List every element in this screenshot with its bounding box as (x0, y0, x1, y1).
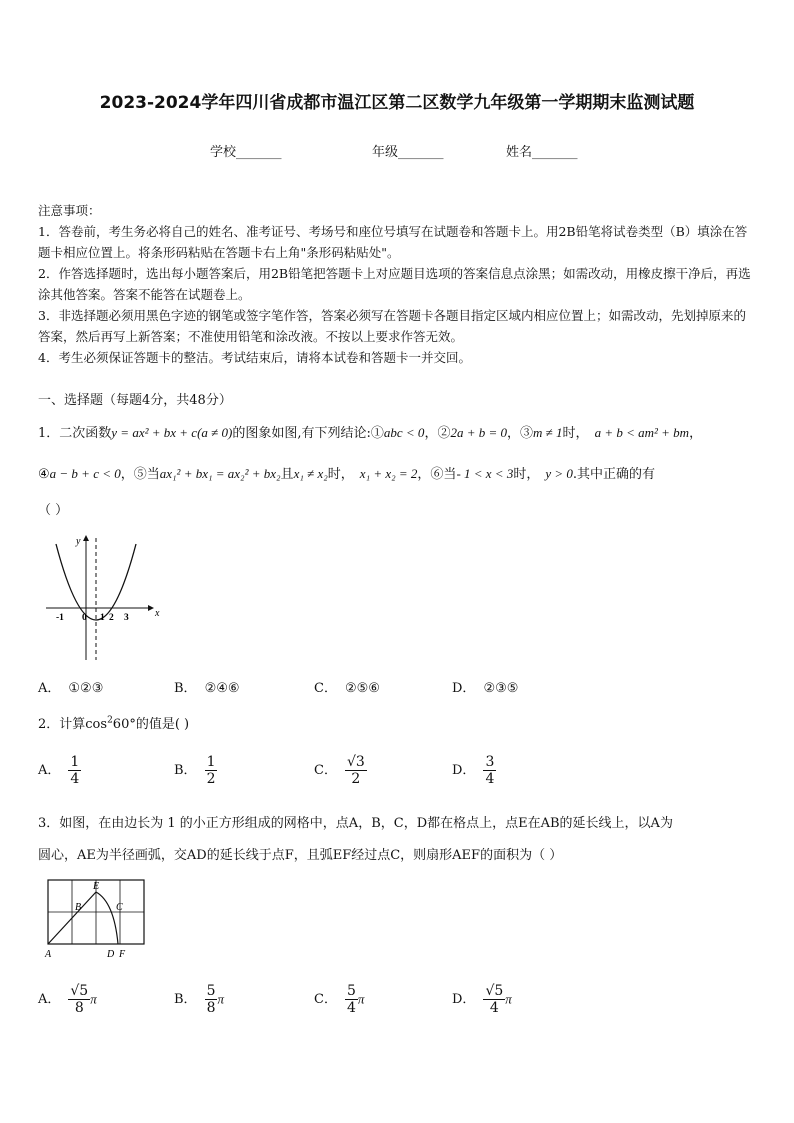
question-1-line-1 (38, 422, 702, 441)
option-label: C． (314, 681, 337, 696)
grid-figure (40, 876, 152, 960)
pi-symbol: π (357, 991, 365, 1007)
notice-item: 2．作答选择题时，选出每小题答案后，用2B铅笔把答题卡上对应题目选项的答案信息点涂黑；如需改动，用橡皮擦干净后，再选涂其他答案。答案不能答在试题卷上。 (38, 266, 751, 302)
denominator: 2 (206, 771, 216, 787)
numerator: 5 (346, 983, 356, 999)
q1-conclusion-5-result: x₁ + x₂ = 2 (359, 466, 418, 481)
notice-block (38, 200, 758, 368)
fraction (205, 754, 218, 787)
q2-text: 2．计算cos (38, 717, 108, 732)
denominator: 8 (74, 1000, 84, 1016)
fraction (483, 754, 496, 787)
pi-symbol: π (90, 991, 97, 1007)
numerator: √3 (346, 754, 365, 770)
tick-label: 3 (124, 613, 129, 623)
numerator: √5 (70, 983, 89, 999)
denominator: 8 (206, 1000, 216, 1016)
school-field: 学校_______ (210, 145, 282, 160)
q1-conclusion-5: ax₁² + bx₁ = ax₂² + bx₂ (159, 466, 281, 481)
option-text: ②⑤⑥ (344, 681, 380, 696)
notice-item: 4．考生必须保证答题卡的整洁。考试结束后，请将本试卷和答题卡一并交回。 (38, 350, 471, 365)
denominator: 4 (485, 771, 495, 787)
tick-label: 0 (82, 613, 87, 623)
q2-option-b[interactable] (174, 754, 217, 787)
q1-conclusion-2: 2a + b = 0 (450, 425, 507, 440)
q1-text: ，⑥当 (417, 467, 457, 482)
fraction (345, 983, 358, 1016)
q2-exponent: 2 (107, 715, 113, 726)
denominator: 2 (351, 771, 361, 787)
option-label: C． (314, 763, 337, 778)
q2-option-a[interactable] (38, 754, 81, 787)
denominator: 4 (70, 771, 80, 787)
question-2 (38, 713, 189, 732)
point-c-label: C (116, 902, 123, 913)
fraction (68, 754, 81, 787)
fraction (68, 983, 90, 1016)
q2-text: 60°的值是( ) (112, 717, 190, 732)
numerator: 3 (485, 754, 495, 770)
point-b-label: B (75, 902, 82, 913)
q1-conclusion-4: a − b + c < 0 (49, 466, 121, 481)
notice-item: 1．答卷前，考生务必将自己的姓名、准考证号、考场号和座位号填写在试题卷和答题卡上。用2B铅笔将试卷类型（B）填涂在答题卡相应位置上。将条形码粘贴在答题卡右上角"条形码粘贴处"。 (38, 224, 748, 260)
q3-option-d[interactable] (452, 983, 512, 1016)
notice-item: 3．非选择题必须用黑色字迹的钢笔或签字笔作答，答案必须写在答题卡各题目指定区域内相应位置上；如需改动，先划掉原来的答案，然后再写上新答案；不准使用铅笔和涂改液。不按以上要求作答无效。 (38, 308, 746, 344)
option-label: D． (452, 681, 476, 696)
option-text: ②④⑥ (204, 681, 240, 696)
q2-option-d[interactable] (452, 754, 496, 787)
option-text: ②③⑤ (483, 681, 519, 696)
numerator: 5 (206, 983, 216, 999)
option-label: C． (314, 992, 337, 1007)
option-label: A． (38, 763, 61, 778)
tick-label: 2 (109, 613, 114, 623)
numerator: √5 (485, 983, 504, 999)
point-e-label: E (93, 881, 100, 892)
fraction (205, 983, 218, 1016)
q1-text: ④ (38, 467, 50, 482)
denominator: 4 (346, 1000, 356, 1016)
q1-conclusion-6-cond: - 1 < x < 3 (456, 466, 514, 481)
option-label: A． (38, 681, 61, 696)
q3-option-b[interactable] (174, 983, 224, 1016)
q1-text: 的图象如图,有下列结论:① (232, 426, 384, 441)
q1-text: ，③ (507, 426, 534, 441)
numerator: 1 (206, 754, 216, 770)
tick-label: 1 (100, 613, 105, 623)
fraction (483, 983, 505, 1016)
name-field: 姓名_______ (506, 145, 578, 160)
grade-field: 年级_______ (372, 145, 444, 160)
q2-option-c[interactable] (314, 754, 367, 787)
q1-text: 时， (513, 467, 540, 482)
point-f-label: F (119, 949, 126, 960)
q1-conclusion-3: a + b < am² + bm (594, 425, 690, 440)
option-label: B． (174, 992, 197, 1007)
point-d-label: D (107, 949, 115, 960)
q1-option-c[interactable] (314, 677, 380, 696)
option-label: D． (452, 992, 476, 1007)
option-label: A． (38, 992, 61, 1007)
q1-text: .其中正确的有 (572, 467, 656, 482)
tick-label: -1 (56, 613, 64, 623)
q1-option-d[interactable] (452, 677, 518, 696)
q1-option-a[interactable] (38, 677, 103, 696)
q3-option-c[interactable] (314, 983, 364, 1016)
question-3-line-2: 圆心，AE为半径画弧，交AD的延长线于点F，且弧EF经过点C，则扇形AEF的面积为（ ） (38, 848, 563, 863)
question-3-line-1: 3．如图，在由边长为 1 的小正方形组成的网格中，点A，B，C，D都在格点上，点E在AB的延长线上，以A为 (38, 816, 673, 831)
numerator: 1 (70, 754, 80, 770)
pi-symbol: π (505, 991, 512, 1007)
q3-option-a[interactable] (38, 983, 97, 1016)
q1-text: 且 (280, 467, 294, 482)
q1-text: 时， (562, 426, 589, 441)
pi-symbol: π (217, 991, 224, 1007)
y-axis-label: y (76, 536, 81, 547)
q1-text: 1．二次函数 (38, 426, 112, 441)
fraction (345, 754, 367, 787)
option-label: B． (174, 763, 197, 778)
page-title: 2023-2024学年四川省成都市温江区第二区数学九年级第一学期期末监测试题 (99, 93, 695, 113)
answer-paren: （ ） (38, 503, 69, 518)
q1-conclusion-5-cond: x₁ ≠ x₂ (293, 466, 328, 481)
q1-conclusion-6: y > 0 (545, 466, 573, 481)
q1-text: ，② (424, 426, 451, 441)
arc-ef (96, 892, 118, 944)
q1-conclusion-1: abc < 0 (383, 425, 425, 440)
q1-text: 时， (327, 467, 354, 482)
q1-conclusion-3-cond: m ≠ 1 (533, 425, 563, 440)
q1-text: ， (689, 426, 703, 441)
point-a-label: A (45, 949, 52, 960)
q1-equation: y = ax² + bx + c(a ≠ 0) (111, 425, 233, 440)
denominator: 4 (489, 1000, 499, 1016)
option-label: D． (452, 763, 476, 778)
q1-option-b[interactable] (174, 677, 240, 696)
notice-heading: 注意事项： (38, 203, 101, 218)
option-text: ①②③ (68, 681, 104, 696)
q1-text: ，⑤当 (120, 467, 160, 482)
question-1-line-2 (38, 463, 655, 482)
section-heading: 一、选择题（每题4分，共48分） (38, 393, 232, 408)
option-label: B． (174, 681, 197, 696)
x-axis-label: x (155, 608, 160, 619)
parabola-graph (40, 530, 160, 665)
